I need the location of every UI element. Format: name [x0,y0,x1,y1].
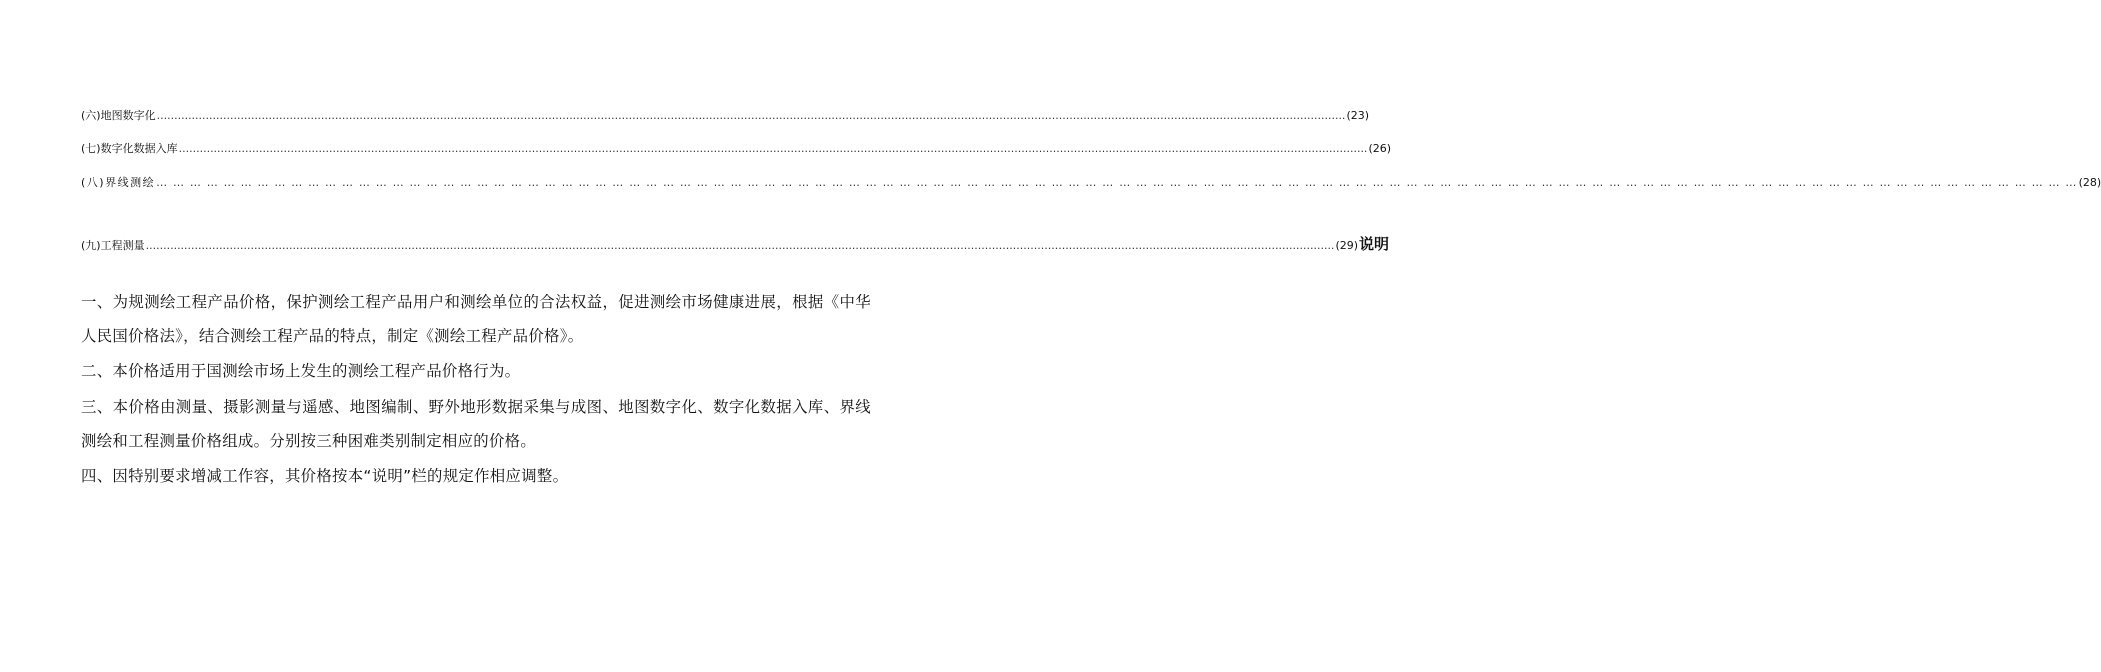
paragraph-4: 四、因特别要求增减工作容，其价格按本“说明”栏的规定作相应调整。 [81,467,569,485]
toc-entry-8 [81,176,2101,190]
toc-entry-page: (26) [1368,142,1392,155]
toc-entry-page: (28) [2078,176,2101,189]
paragraph-1: 一、为规测绘工程产品价格，保护测绘工程产品用户和测绘单位的合法权益，促进测绘市场健康进展，根据《中华人民国价格法》，结合测绘工程产品的特点，制定《测绘工程产品价格》。 [81,293,871,345]
toc-entry-label: (八)界线测绘 [81,176,156,189]
toc-entry-7 [81,142,1392,156]
toc-entry-label: (七)数字化数据入库 [81,142,178,155]
toc-leader-dots: .................................................................................................................................................................................................................................................................................................................................................... [145,239,1335,252]
paragraph-2: 二、本价格适用于国测绘市场上发生的测绘工程产品价格行为。 [81,362,521,380]
toc-entry-6 [81,109,1370,123]
toc-entry-page: (23) [1346,109,1370,122]
toc-leader-dots: .................................................................................................................................................................................................................................................................................................................................................... [156,109,1346,122]
paragraph-3: 三、本价格由测量、摄影测量与遥感、地图编制、野外地形数据采集与成图、地图数字化、数字化数据入库、界线测绘和工程测量价格组成。分别按三种困难类别制定相应的价格。 [81,398,871,450]
toc-entry-9 [81,235,1390,253]
toc-entry-label: (六)地图数字化 [81,109,156,122]
toc-entry-page: (29) [1335,239,1359,252]
toc-entry-label: (九)工程测量 [81,239,145,252]
toc-leader-dots: .................................................................................................................................................................................................................................................................................................................................................... [178,142,1368,155]
toc-leader-dots: … … … … … … … … … … … … … … … … … … … … … … … … … … … … … … … … … … … … … … … … … … … … … … … … … … … … … … … … … … … … … … … … … … … … … … … … … … … … … … … … … … … … … … … … … … … … … … … … … … … … … … … … … … … … … … … … … … [156,176,2078,189]
section-title: 说明 [1359,235,1390,253]
